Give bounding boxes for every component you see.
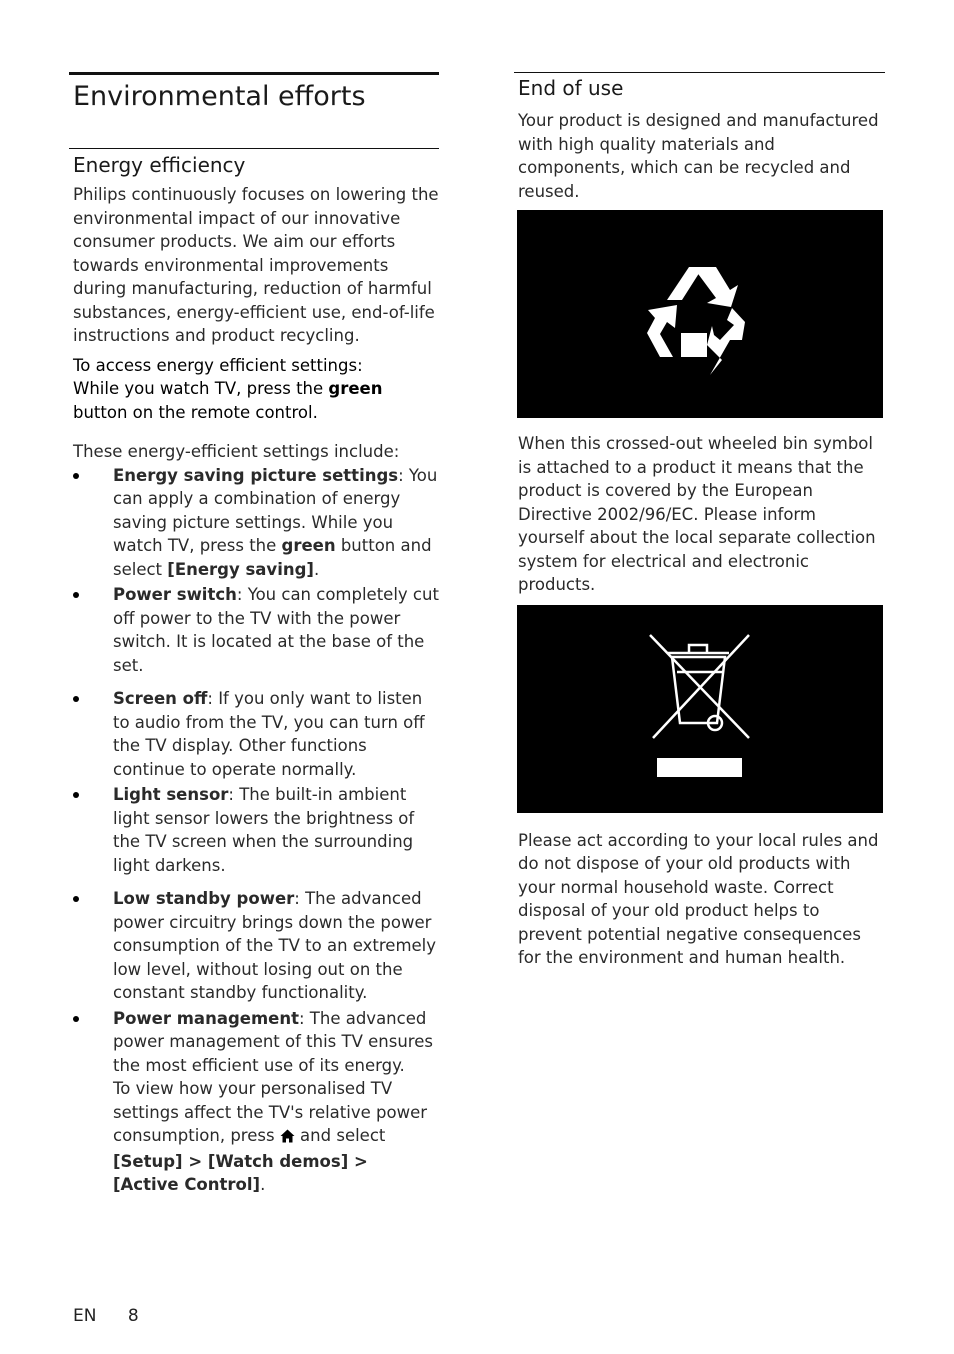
end-of-use-heading: End of use	[514, 72, 885, 102]
page-title: Environmental efforts	[69, 72, 439, 148]
home-icon	[280, 1126, 295, 1150]
crossed-out-bin-icon	[517, 605, 883, 813]
recycle-paragraph: Your product is designed and manufactured with high quality materials and components, which can be recycled and reused.	[518, 111, 879, 201]
disposal-paragraph: Please act according to your local rules and do not dispose of your old products with your normal household waste. Correct disposal of your old product helps to prevent potential negative consequences for the environment and human health.	[518, 830, 879, 967]
language-code: EN	[73, 1306, 97, 1326]
green-key-label: green	[328, 379, 383, 398]
list-item: Power switch: You can completely cut off power to the TV with the power switch. It is located at the base of the set.	[69, 583, 439, 677]
bin-paragraph: When this crossed-out wheeled bin symbol is attached to a product it means that the product is covered by the European Directive 2002/96/EC. Please inform yourself about the local separate collection system for electrical and electronic products.	[518, 434, 876, 594]
bin-symbol-box	[517, 605, 883, 813]
energy-efficiency-heading: Energy efficiency	[69, 148, 439, 179]
left-column	[69, 72, 439, 1197]
list-item: Energy saving picture settings: You can apply a combination of energy saving picture settings. While you watch TV, press the green button and select [Energy saving].	[69, 464, 439, 582]
recycle-icon	[517, 210, 883, 418]
list-item: Power management: The advanced power management of this TV ensures the most efficient use of its energy. To view how your personalised TV settings affect the TV's relative power consumption, press and select [Setup] > [Watch demos] > [Active Control].	[69, 1007, 439, 1197]
access-heading: To access energy efficient settings	[73, 355, 358, 375]
settings-list	[69, 464, 439, 1197]
list-item: Light sensor: The built-in ambient light sensor lowers the brightness of the TV screen when the surrounding light darkens.	[69, 783, 439, 877]
page-number: 8	[127, 1306, 139, 1326]
recycle-symbol-box	[517, 210, 883, 418]
page-footer	[73, 1306, 139, 1326]
bin-underline-bar	[657, 758, 742, 777]
intro-paragraph: Philips continuously focuses on lowering the environmental impact of our innovative consumer products. We aim our efforts towards environmental improvements during manufacturing, reduction of harmful substances, energy-efficient use, end-of-life instructions and product recycling.	[73, 185, 439, 345]
list-item: Low standby power: The advanced power circuitry brings down the power consumption of the TV to an extremely low level, without losing out on the constant standby functionality.	[69, 887, 439, 1005]
list-item: Screen off: If you only want to listen to audio from the TV, you can turn off the TV display. Other functions continue to operate normally.	[69, 687, 439, 781]
right-column	[514, 72, 885, 970]
settings-intro: These energy-efficient settings include:	[73, 442, 400, 461]
access-paragraph: To access energy efficient settings: While you watch TV, press the green button on the remote control.	[73, 355, 383, 422]
